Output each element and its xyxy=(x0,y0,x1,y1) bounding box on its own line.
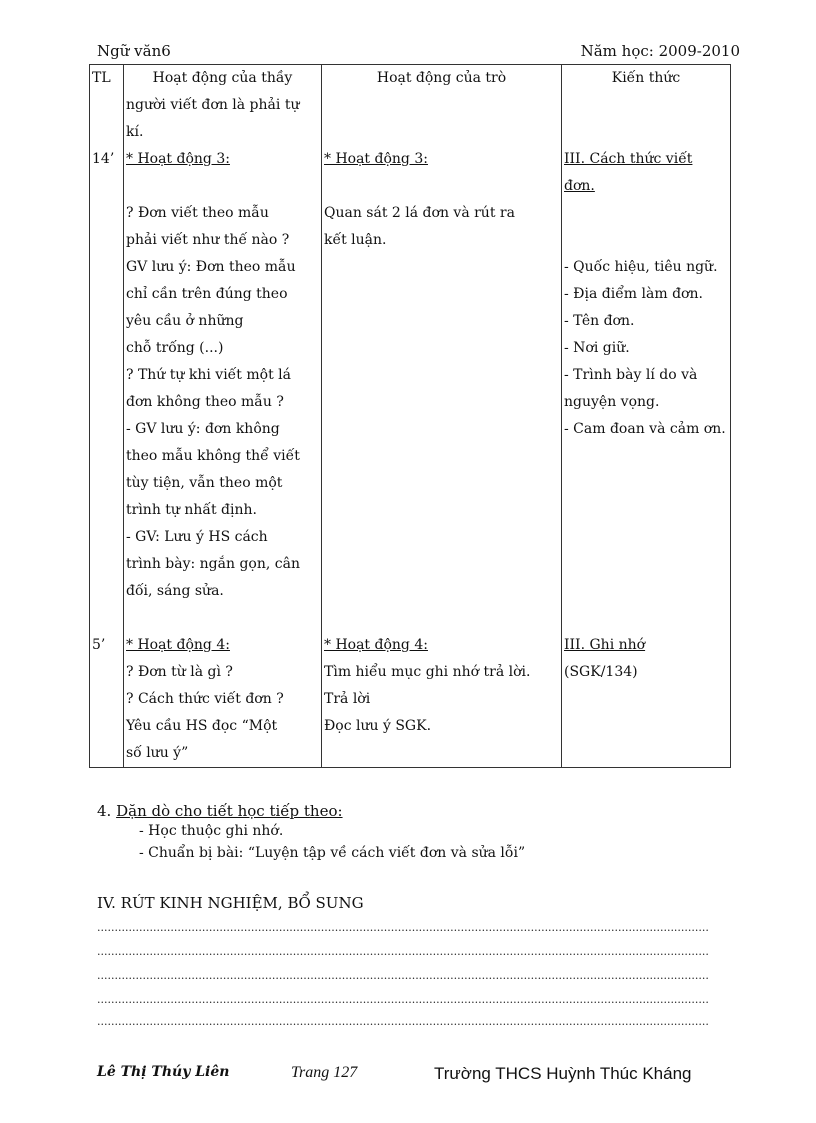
student-cell xyxy=(322,632,562,768)
knowledge-heading: III. Cách thức viết xyxy=(564,151,693,167)
table-row xyxy=(90,92,731,146)
teacher-cell xyxy=(124,92,322,146)
knowledge-line: - Địa điểm làm đơn. xyxy=(564,286,703,302)
teacher-line: - GV: Lưu ý HS cách xyxy=(126,529,268,545)
teacher-line: ? Đơn viết theo mẫu xyxy=(126,205,269,221)
homework-item: - Học thuộc ghi nhớ. xyxy=(139,823,284,839)
homework-section xyxy=(97,802,737,864)
author-name: Lê Thị Thúy Liên xyxy=(97,1064,230,1080)
student-line: Đọc lưu ý SGK. xyxy=(324,718,432,734)
homework-title xyxy=(97,802,737,820)
student-cell xyxy=(322,92,562,146)
knowledge-cell xyxy=(562,146,731,632)
teacher-line: phải viết như thế nào ? xyxy=(126,232,290,248)
teacher-line: trình bày: ngắn gọn, cân xyxy=(126,556,300,572)
header-teacher: Hoạt động của thầy xyxy=(124,65,322,93)
homework-item: - Chuẩn bị bài: “Luyện tập về cách viết đơn và sửa lỗi” xyxy=(139,845,526,861)
student-line: Trả lời xyxy=(324,691,371,707)
teacher-line: theo mẫu không thể viết xyxy=(126,448,300,464)
student-heading: * Hoạt động 4: xyxy=(324,637,428,653)
header-student: Hoạt động của trò xyxy=(322,65,562,93)
student-cell xyxy=(322,146,562,632)
knowledge-cell xyxy=(562,92,731,146)
teacher-line: yêu cầu ở những xyxy=(126,313,244,329)
teacher-line: ? Đơn từ là gì ? xyxy=(126,664,233,680)
table-header-row xyxy=(90,65,731,93)
dotted-line: ............................................................................................................................................................................... xyxy=(97,970,709,982)
homework-heading: Dặn dò cho tiết học tiếp theo: xyxy=(116,802,343,820)
teacher-line: số lưu ý” xyxy=(126,745,189,761)
teacher-line: đơn không theo mẫu ? xyxy=(126,394,284,410)
teacher-line: tùy tiện, vẫn theo một xyxy=(126,475,283,491)
school-name: Trường THCS Huỳnh Thúc Kháng xyxy=(434,1064,692,1083)
knowledge-line: - Nơi giữ. xyxy=(564,340,630,356)
dotted-line: ............................................................................................................................................................................... xyxy=(97,994,709,1006)
student-line: Tìm hiểu mục ghi nhớ trả lời. xyxy=(324,664,531,680)
teacher-line: đối, sáng sửa. xyxy=(126,583,224,599)
dotted-line: ............................................................................................................................................................................... xyxy=(97,922,709,934)
knowledge-cell xyxy=(562,632,731,768)
section-number: 4. xyxy=(97,802,112,820)
teacher-line: GV lưu ý: Đơn theo mẫu xyxy=(126,259,296,275)
subject-label: Ngữ văn6 xyxy=(97,42,171,60)
knowledge-line: - Cam đoan và cảm ơn. xyxy=(564,421,726,437)
knowledge-line: - Quốc hiệu, tiêu ngữ. xyxy=(564,259,718,275)
teacher-line: kí. xyxy=(126,124,144,140)
dotted-line: ............................................................................................................................................................................... xyxy=(97,1016,709,1028)
table-row xyxy=(90,146,731,632)
table-row xyxy=(90,632,731,768)
knowledge-line: - Trình bày lí do và xyxy=(564,367,698,383)
header-tl: TL xyxy=(90,65,124,93)
tl-cell xyxy=(90,92,124,146)
knowledge-heading: III. Ghi nhớ xyxy=(564,637,646,653)
knowledge-heading: đơn. xyxy=(564,178,595,194)
student-line: Quan sát 2 lá đơn và rút ra xyxy=(324,205,515,221)
teacher-line: người viết đơn là phải tự xyxy=(126,97,300,113)
student-heading: * Hoạt động 3: xyxy=(324,151,428,167)
page-footer xyxy=(97,1064,737,1086)
teacher-line: Yêu cầu HS đọc “Một xyxy=(126,718,278,734)
teacher-line: ? Thứ tự khi viết một lá xyxy=(126,367,291,383)
teacher-line: chỉ cần trên đúng theo xyxy=(126,286,288,302)
knowledge-line: - Tên đơn. xyxy=(564,313,635,329)
tl-cell: 5’ xyxy=(90,632,124,768)
dotted-line: ............................................................................................................................................................................... xyxy=(97,946,709,958)
teacher-line: - GV lưu ý: đơn không xyxy=(126,421,280,437)
teacher-line: ? Cách thức viết đơn ? xyxy=(126,691,284,707)
lesson-table xyxy=(89,64,731,768)
experience-heading: IV. RÚT KINH NGHIỆM, BỔ SUNG xyxy=(97,894,364,912)
school-year-label: Năm học: 2009-2010 xyxy=(580,42,740,60)
teacher-line: trình tự nhất định. xyxy=(126,502,257,518)
teacher-line: chỗ trống (...) xyxy=(126,340,224,356)
page-number: Trang 127 xyxy=(291,1064,358,1081)
teacher-heading: * Hoạt động 4: xyxy=(126,637,230,653)
page-header xyxy=(97,42,740,60)
teacher-heading: * Hoạt động 3: xyxy=(126,151,230,167)
knowledge-line: nguyện vọng. xyxy=(564,394,660,410)
student-line: kết luận. xyxy=(324,232,387,248)
header-knowledge: Kiến thức xyxy=(562,65,731,93)
teacher-cell xyxy=(124,632,322,768)
teacher-cell xyxy=(124,146,322,632)
knowledge-line: (SGK/134) xyxy=(564,664,638,680)
tl-cell: 14’ xyxy=(90,146,124,632)
